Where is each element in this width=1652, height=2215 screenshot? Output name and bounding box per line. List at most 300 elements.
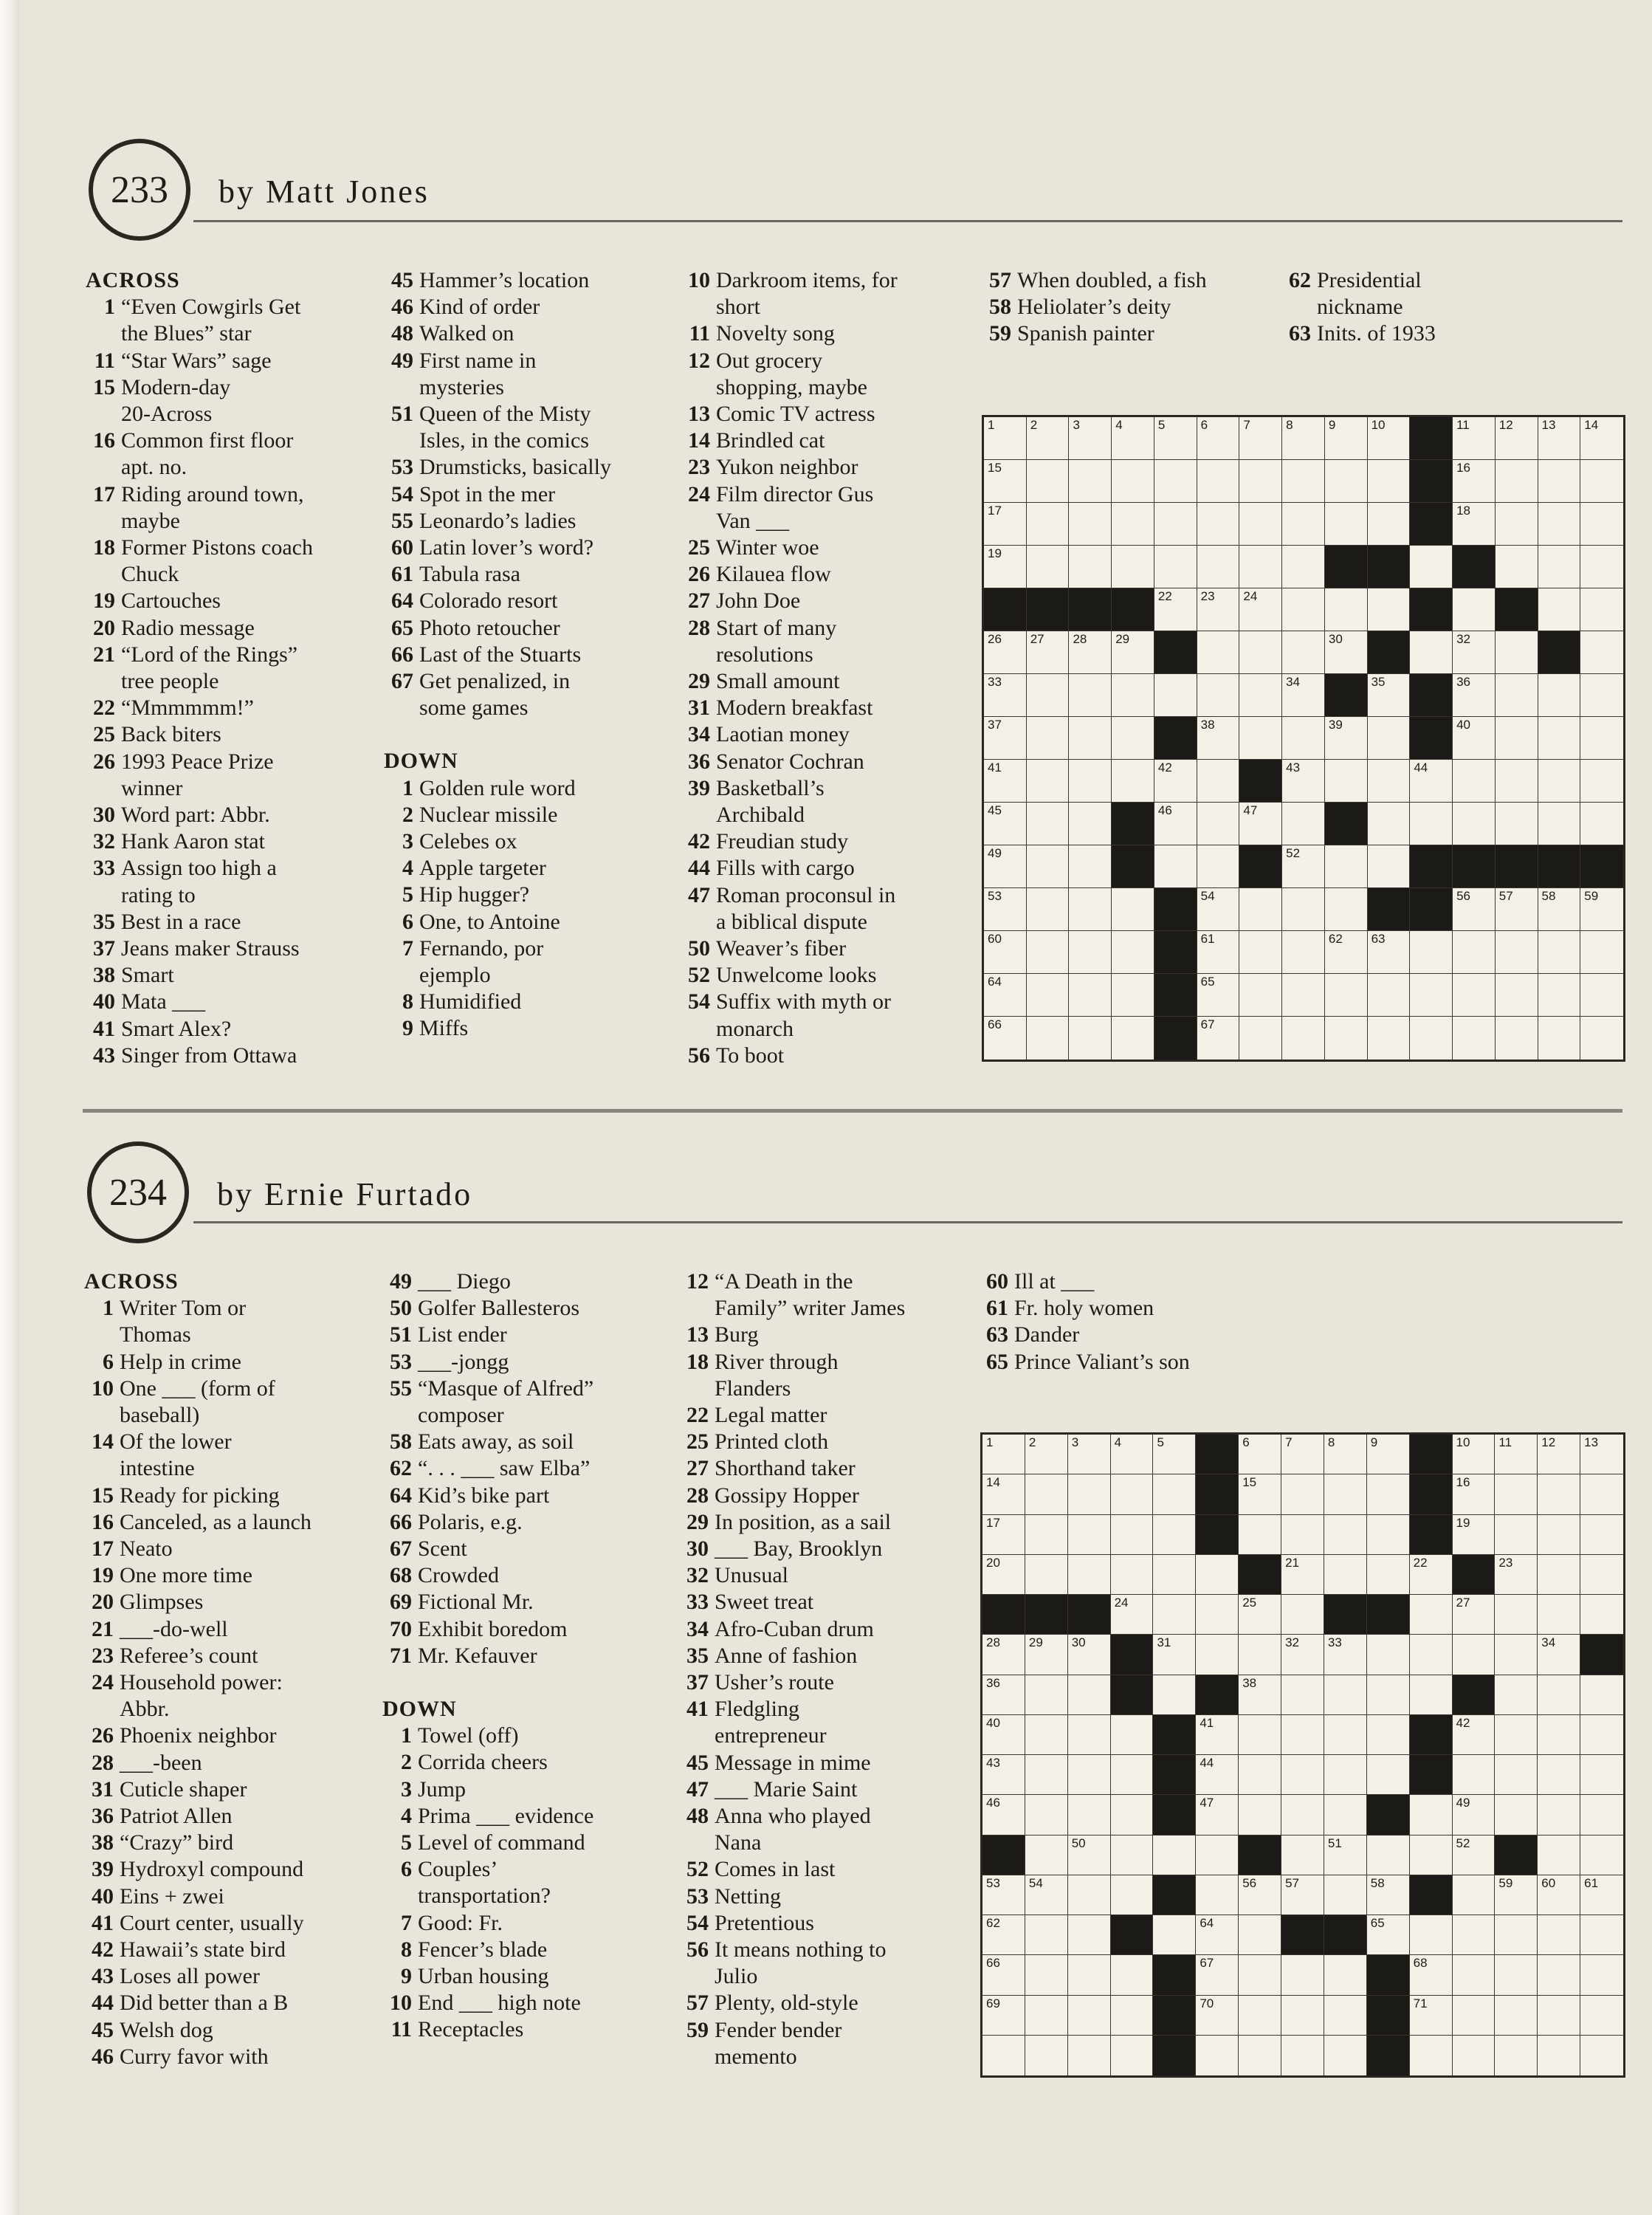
grid-cell[interactable] bbox=[1453, 588, 1496, 631]
grid-cell[interactable] bbox=[1325, 1017, 1368, 1060]
grid-cell[interactable] bbox=[1025, 1435, 1068, 1474]
grid-cell[interactable] bbox=[1410, 1795, 1453, 1835]
grid-cell[interactable] bbox=[1153, 1435, 1196, 1474]
grid-cell[interactable] bbox=[1453, 931, 1496, 974]
grid-cell[interactable] bbox=[1197, 674, 1240, 717]
grid-cell[interactable] bbox=[1538, 546, 1581, 588]
grid-cell[interactable] bbox=[1368, 503, 1411, 546]
grid-cell[interactable] bbox=[1495, 1435, 1538, 1474]
grid-cell[interactable] bbox=[1580, 1996, 1623, 2036]
grid-cell[interactable] bbox=[1069, 760, 1112, 803]
grid-cell[interactable] bbox=[1453, 1435, 1496, 1474]
grid-cell[interactable] bbox=[1282, 717, 1325, 760]
grid-cell[interactable] bbox=[1538, 2036, 1580, 2075]
grid-cell[interactable] bbox=[1580, 503, 1623, 546]
grid-cell[interactable] bbox=[1368, 931, 1411, 974]
grid-cell[interactable] bbox=[1324, 1675, 1367, 1715]
grid-cell[interactable] bbox=[1325, 503, 1368, 546]
grid-cell[interactable] bbox=[984, 1017, 1027, 1060]
grid-cell[interactable] bbox=[1025, 1955, 1068, 1995]
grid-cell[interactable] bbox=[1281, 1675, 1324, 1715]
grid-cell[interactable] bbox=[1496, 974, 1538, 1017]
grid-cell[interactable] bbox=[1495, 1996, 1538, 2036]
grid-cell[interactable] bbox=[984, 760, 1027, 803]
grid-cell[interactable] bbox=[1196, 1955, 1239, 1995]
grid-cell[interactable] bbox=[1196, 1835, 1239, 1875]
grid-cell[interactable] bbox=[1197, 717, 1240, 760]
grid-cell[interactable] bbox=[1069, 974, 1112, 1017]
grid-cell[interactable] bbox=[1325, 888, 1368, 931]
grid-cell[interactable] bbox=[1239, 546, 1282, 588]
grid-cell[interactable] bbox=[1368, 717, 1411, 760]
grid-cell[interactable] bbox=[1495, 1474, 1538, 1514]
grid-cell[interactable] bbox=[1495, 1875, 1538, 1915]
grid-cell[interactable] bbox=[984, 931, 1027, 974]
grid-cell[interactable] bbox=[1580, 1017, 1623, 1060]
grid-cell[interactable] bbox=[1197, 931, 1240, 974]
grid-cell[interactable] bbox=[1111, 1795, 1154, 1835]
grid-cell[interactable] bbox=[1027, 931, 1070, 974]
grid-cell[interactable] bbox=[1580, 417, 1623, 460]
grid-cell[interactable] bbox=[1410, 1595, 1453, 1635]
grid-cell[interactable] bbox=[1197, 417, 1240, 460]
grid-cell[interactable] bbox=[1111, 1955, 1154, 1995]
grid-cell[interactable] bbox=[1410, 1835, 1453, 1875]
grid-cell[interactable] bbox=[1281, 1955, 1324, 1995]
grid-cell[interactable] bbox=[1196, 1915, 1239, 1955]
grid-cell[interactable] bbox=[1239, 460, 1282, 503]
grid-cell[interactable] bbox=[1112, 888, 1154, 931]
grid-cell[interactable] bbox=[1197, 631, 1240, 674]
grid-cell[interactable] bbox=[1410, 760, 1453, 803]
grid-cell[interactable] bbox=[984, 460, 1027, 503]
grid-cell[interactable] bbox=[1410, 803, 1453, 845]
grid-cell[interactable] bbox=[1111, 2036, 1154, 2075]
grid-cell[interactable] bbox=[982, 1474, 1025, 1514]
grid-cell[interactable] bbox=[1025, 1915, 1068, 1955]
grid-cell[interactable] bbox=[1453, 1755, 1496, 1795]
grid-cell[interactable] bbox=[982, 1915, 1025, 1955]
grid-cell[interactable] bbox=[1410, 931, 1453, 974]
grid-cell[interactable] bbox=[1368, 974, 1411, 1017]
grid-cell[interactable] bbox=[982, 1996, 1025, 2036]
grid-cell[interactable] bbox=[1580, 931, 1623, 974]
grid-cell[interactable] bbox=[1538, 803, 1581, 845]
grid-cell[interactable] bbox=[1153, 1595, 1196, 1635]
grid-cell[interactable] bbox=[1025, 1875, 1068, 1915]
grid-cell[interactable] bbox=[982, 1635, 1025, 1675]
grid-cell[interactable] bbox=[1410, 1955, 1453, 1995]
grid-cell[interactable] bbox=[984, 674, 1027, 717]
grid-cell[interactable] bbox=[1324, 1996, 1367, 2036]
grid-cell[interactable] bbox=[1282, 674, 1325, 717]
grid-cell[interactable] bbox=[1538, 1715, 1580, 1755]
grid-cell[interactable] bbox=[1410, 2036, 1453, 2075]
grid-cell[interactable] bbox=[1324, 1755, 1367, 1795]
grid-cell[interactable] bbox=[984, 717, 1027, 760]
grid-cell[interactable] bbox=[1068, 1835, 1111, 1875]
grid-cell[interactable] bbox=[984, 417, 1027, 460]
grid-cell[interactable] bbox=[1282, 460, 1325, 503]
grid-cell[interactable] bbox=[1367, 1474, 1410, 1514]
grid-cell[interactable] bbox=[1538, 674, 1581, 717]
grid-cell[interactable] bbox=[984, 888, 1027, 931]
grid-cell[interactable] bbox=[1367, 1835, 1410, 1875]
grid-cell[interactable] bbox=[1068, 1955, 1111, 1995]
grid-cell[interactable] bbox=[1154, 588, 1197, 631]
grid-cell[interactable] bbox=[1453, 1595, 1496, 1635]
grid-cell[interactable] bbox=[1282, 845, 1325, 888]
grid-cell[interactable] bbox=[1197, 588, 1240, 631]
grid-cell[interactable] bbox=[1453, 631, 1496, 674]
grid-cell[interactable] bbox=[982, 1755, 1025, 1795]
grid-cell[interactable] bbox=[1453, 1955, 1496, 1995]
grid-cell[interactable] bbox=[1239, 674, 1282, 717]
grid-cell[interactable] bbox=[1496, 931, 1538, 974]
grid-cell[interactable] bbox=[1239, 1595, 1281, 1635]
grid-cell[interactable] bbox=[1367, 1715, 1410, 1755]
grid-cell[interactable] bbox=[1367, 1635, 1410, 1675]
grid-cell[interactable] bbox=[982, 2036, 1025, 2075]
grid-cell[interactable] bbox=[1112, 503, 1154, 546]
grid-cell[interactable] bbox=[1153, 1635, 1196, 1675]
grid-cell[interactable] bbox=[1580, 760, 1623, 803]
grid-cell[interactable] bbox=[1025, 2036, 1068, 2075]
grid-cell[interactable] bbox=[1197, 974, 1240, 1017]
grid-cell[interactable] bbox=[1281, 1555, 1324, 1595]
grid-cell[interactable] bbox=[1453, 888, 1496, 931]
grid-cell[interactable] bbox=[1281, 1515, 1324, 1555]
grid-cell[interactable] bbox=[1453, 1875, 1496, 1915]
grid-cell[interactable] bbox=[1239, 503, 1282, 546]
grid-cell[interactable] bbox=[1453, 417, 1496, 460]
grid-cell[interactable] bbox=[1068, 1474, 1111, 1514]
grid-cell[interactable] bbox=[1282, 803, 1325, 845]
grid-cell[interactable] bbox=[1111, 1755, 1154, 1795]
grid-cell[interactable] bbox=[1068, 1795, 1111, 1835]
grid-cell[interactable] bbox=[1324, 1515, 1367, 1555]
grid-cell[interactable] bbox=[1325, 417, 1368, 460]
grid-cell[interactable] bbox=[1281, 1715, 1324, 1755]
grid-cell[interactable] bbox=[1281, 1474, 1324, 1514]
grid-cell[interactable] bbox=[1068, 1435, 1111, 1474]
grid-cell[interactable] bbox=[1197, 503, 1240, 546]
grid-cell[interactable] bbox=[1580, 1474, 1623, 1514]
grid-cell[interactable] bbox=[1580, 888, 1623, 931]
grid-cell[interactable] bbox=[1027, 631, 1070, 674]
grid-cell[interactable] bbox=[1027, 503, 1070, 546]
grid-cell[interactable] bbox=[1069, 1017, 1112, 1060]
grid-cell[interactable] bbox=[1495, 1755, 1538, 1795]
grid-cell[interactable] bbox=[1580, 2036, 1623, 2075]
grid-cell[interactable] bbox=[1153, 1675, 1196, 1715]
grid-cell[interactable] bbox=[1538, 1755, 1580, 1795]
grid-cell[interactable] bbox=[1111, 1474, 1154, 1514]
grid-cell[interactable] bbox=[1153, 1915, 1196, 1955]
grid-cell[interactable] bbox=[1368, 803, 1411, 845]
grid-cell[interactable] bbox=[1196, 2036, 1239, 2075]
grid-cell[interactable] bbox=[1197, 1017, 1240, 1060]
grid-cell[interactable] bbox=[1495, 1635, 1538, 1675]
grid-cell[interactable] bbox=[1410, 1675, 1453, 1715]
grid-cell[interactable] bbox=[1282, 417, 1325, 460]
grid-cell[interactable] bbox=[1281, 1755, 1324, 1795]
grid-cell[interactable] bbox=[1410, 1635, 1453, 1675]
grid-cell[interactable] bbox=[1453, 1915, 1496, 1955]
grid-cell[interactable] bbox=[1196, 1595, 1239, 1635]
grid-cell[interactable] bbox=[1027, 546, 1070, 588]
grid-cell[interactable] bbox=[1324, 1435, 1367, 1474]
grid-cell[interactable] bbox=[1025, 1555, 1068, 1595]
grid-cell[interactable] bbox=[1281, 1795, 1324, 1835]
grid-cell[interactable] bbox=[1453, 460, 1496, 503]
grid-cell[interactable] bbox=[1111, 1435, 1154, 1474]
grid-cell[interactable] bbox=[1197, 546, 1240, 588]
grid-cell[interactable] bbox=[1496, 888, 1538, 931]
grid-cell[interactable] bbox=[1453, 1715, 1496, 1755]
grid-cell[interactable] bbox=[1453, 803, 1496, 845]
grid-cell[interactable] bbox=[1068, 1715, 1111, 1755]
grid-cell[interactable] bbox=[982, 1555, 1025, 1595]
grid-cell[interactable] bbox=[984, 546, 1027, 588]
grid-cell[interactable] bbox=[1239, 1955, 1281, 1995]
grid-cell[interactable] bbox=[1367, 1435, 1410, 1474]
grid-cell[interactable] bbox=[1025, 1755, 1068, 1795]
grid-cell[interactable] bbox=[1027, 803, 1070, 845]
grid-cell[interactable] bbox=[1069, 888, 1112, 931]
grid-cell[interactable] bbox=[1495, 1675, 1538, 1715]
grid-cell[interactable] bbox=[1367, 1875, 1410, 1915]
grid-cell[interactable] bbox=[1453, 1795, 1496, 1835]
grid-cell[interactable] bbox=[1239, 1875, 1281, 1915]
grid-cell[interactable] bbox=[982, 1955, 1025, 1995]
grid-cell[interactable] bbox=[1111, 1875, 1154, 1915]
grid-cell[interactable] bbox=[1153, 1515, 1196, 1555]
grid-cell[interactable] bbox=[1580, 1435, 1623, 1474]
grid-cell[interactable] bbox=[1197, 888, 1240, 931]
grid-cell[interactable] bbox=[1027, 760, 1070, 803]
grid-cell[interactable] bbox=[1239, 1635, 1281, 1675]
grid-cell[interactable] bbox=[1496, 674, 1538, 717]
grid-cell[interactable] bbox=[1496, 760, 1538, 803]
grid-cell[interactable] bbox=[1496, 803, 1538, 845]
grid-cell[interactable] bbox=[1154, 845, 1197, 888]
grid-cell[interactable] bbox=[1112, 717, 1154, 760]
grid-cell[interactable] bbox=[1324, 1474, 1367, 1514]
grid-cell[interactable] bbox=[1239, 803, 1282, 845]
grid-cell[interactable] bbox=[1154, 674, 1197, 717]
grid-cell[interactable] bbox=[1453, 674, 1496, 717]
grid-cell[interactable] bbox=[1495, 1515, 1538, 1555]
grid-cell[interactable] bbox=[1111, 1555, 1154, 1595]
grid-cell[interactable] bbox=[1111, 1515, 1154, 1555]
grid-cell[interactable] bbox=[1496, 503, 1538, 546]
grid-cell[interactable] bbox=[1027, 974, 1070, 1017]
grid-cell[interactable] bbox=[1154, 760, 1197, 803]
grid-cell[interactable] bbox=[1453, 760, 1496, 803]
grid-cell[interactable] bbox=[1025, 1515, 1068, 1555]
grid-cell[interactable] bbox=[982, 1795, 1025, 1835]
grid-cell[interactable] bbox=[1538, 1675, 1580, 1715]
grid-cell[interactable] bbox=[1154, 546, 1197, 588]
grid-cell[interactable] bbox=[1410, 631, 1453, 674]
grid-cell[interactable] bbox=[1239, 1675, 1281, 1715]
grid-cell[interactable] bbox=[1453, 1835, 1496, 1875]
grid-cell[interactable] bbox=[1196, 1635, 1239, 1675]
grid-cell[interactable] bbox=[1325, 588, 1368, 631]
grid-cell[interactable] bbox=[1111, 1715, 1154, 1755]
grid-cell[interactable] bbox=[1111, 1595, 1154, 1635]
grid-cell[interactable] bbox=[1324, 1715, 1367, 1755]
grid-cell[interactable] bbox=[1325, 717, 1368, 760]
grid-cell[interactable] bbox=[1368, 845, 1411, 888]
grid-cell[interactable] bbox=[1580, 1875, 1623, 1915]
grid-cell[interactable] bbox=[1069, 931, 1112, 974]
grid-cell[interactable] bbox=[1538, 1474, 1580, 1514]
grid-cell[interactable] bbox=[1068, 1555, 1111, 1595]
grid-cell[interactable] bbox=[984, 974, 1027, 1017]
grid-cell[interactable] bbox=[1538, 888, 1581, 931]
grid-cell[interactable] bbox=[1538, 503, 1581, 546]
grid-cell[interactable] bbox=[1580, 631, 1623, 674]
grid-cell[interactable] bbox=[1112, 760, 1154, 803]
grid-cell[interactable] bbox=[1453, 503, 1496, 546]
grid-cell[interactable] bbox=[1496, 631, 1538, 674]
grid-cell[interactable] bbox=[1495, 1915, 1538, 1955]
grid-cell[interactable] bbox=[1197, 845, 1240, 888]
grid-cell[interactable] bbox=[1538, 717, 1581, 760]
grid-cell[interactable] bbox=[1111, 1835, 1154, 1875]
grid-cell[interactable] bbox=[1196, 1795, 1239, 1835]
grid-cell[interactable] bbox=[1239, 631, 1282, 674]
grid-cell[interactable] bbox=[982, 1435, 1025, 1474]
grid-cell[interactable] bbox=[1580, 1515, 1623, 1555]
grid-cell[interactable] bbox=[1069, 845, 1112, 888]
grid-cell[interactable] bbox=[1281, 1996, 1324, 2036]
grid-cell[interactable] bbox=[1068, 1515, 1111, 1555]
grid-cell[interactable] bbox=[1538, 417, 1581, 460]
grid-cell[interactable] bbox=[1068, 1635, 1111, 1675]
grid-cell[interactable] bbox=[1239, 1435, 1281, 1474]
grid-cell[interactable] bbox=[1112, 1017, 1154, 1060]
grid-cell[interactable] bbox=[1154, 460, 1197, 503]
grid-cell[interactable] bbox=[1410, 1996, 1453, 2036]
grid-cell[interactable] bbox=[1069, 417, 1112, 460]
grid-cell[interactable] bbox=[1025, 1996, 1068, 2036]
grid-cell[interactable] bbox=[1282, 931, 1325, 974]
grid-cell[interactable] bbox=[1538, 1595, 1580, 1635]
grid-cell[interactable] bbox=[1324, 2036, 1367, 2075]
grid-cell[interactable] bbox=[1538, 1996, 1580, 2036]
grid-cell[interactable] bbox=[1410, 546, 1453, 588]
grid-cell[interactable] bbox=[1196, 1996, 1239, 2036]
grid-cell[interactable] bbox=[1196, 1715, 1239, 1755]
grid-cell[interactable] bbox=[1069, 631, 1112, 674]
grid-cell[interactable] bbox=[1153, 1474, 1196, 1514]
grid-cell[interactable] bbox=[1410, 1555, 1453, 1595]
grid-cell[interactable] bbox=[1324, 1835, 1367, 1875]
grid-cell[interactable] bbox=[1111, 1996, 1154, 2036]
grid-cell[interactable] bbox=[1495, 1715, 1538, 1755]
grid-cell[interactable] bbox=[1027, 417, 1070, 460]
grid-cell[interactable] bbox=[1069, 717, 1112, 760]
grid-cell[interactable] bbox=[1495, 1795, 1538, 1835]
grid-cell[interactable] bbox=[1239, 931, 1282, 974]
grid-cell[interactable] bbox=[1538, 1915, 1580, 1955]
grid-cell[interactable] bbox=[1282, 631, 1325, 674]
grid-cell[interactable] bbox=[1367, 1675, 1410, 1715]
grid-cell[interactable] bbox=[1580, 1595, 1623, 1635]
grid-cell[interactable] bbox=[1368, 417, 1411, 460]
grid-cell[interactable] bbox=[1496, 546, 1538, 588]
grid-cell[interactable] bbox=[1538, 1435, 1580, 1474]
grid-cell[interactable] bbox=[1112, 631, 1154, 674]
grid-cell[interactable] bbox=[1281, 1635, 1324, 1675]
grid-cell[interactable] bbox=[1068, 1996, 1111, 2036]
grid-cell[interactable] bbox=[1580, 588, 1623, 631]
grid-cell[interactable] bbox=[1453, 1635, 1496, 1675]
grid-cell[interactable] bbox=[1580, 717, 1623, 760]
grid-cell[interactable] bbox=[1239, 1017, 1282, 1060]
grid-cell[interactable] bbox=[1025, 1715, 1068, 1755]
grid-cell[interactable] bbox=[1580, 674, 1623, 717]
grid-cell[interactable] bbox=[1025, 1474, 1068, 1514]
grid-cell[interactable] bbox=[982, 1715, 1025, 1755]
grid-cell[interactable] bbox=[1538, 1555, 1580, 1595]
grid-cell[interactable] bbox=[1239, 1996, 1281, 2036]
grid-cell[interactable] bbox=[1154, 803, 1197, 845]
grid-cell[interactable] bbox=[1239, 717, 1282, 760]
grid-cell[interactable] bbox=[1453, 717, 1496, 760]
grid-cell[interactable] bbox=[1197, 460, 1240, 503]
grid-cell[interactable] bbox=[1496, 1017, 1538, 1060]
grid-cell[interactable] bbox=[1538, 1835, 1580, 1875]
grid-cell[interactable] bbox=[1112, 460, 1154, 503]
grid-cell[interactable] bbox=[1495, 2036, 1538, 2075]
grid-cell[interactable] bbox=[1282, 974, 1325, 1017]
grid-cell[interactable] bbox=[1367, 1755, 1410, 1795]
grid-cell[interactable] bbox=[984, 845, 1027, 888]
grid-cell[interactable] bbox=[1239, 1795, 1281, 1835]
grid-cell[interactable] bbox=[1112, 674, 1154, 717]
grid-cell[interactable] bbox=[1496, 460, 1538, 503]
grid-cell[interactable] bbox=[1282, 546, 1325, 588]
grid-cell[interactable] bbox=[1068, 1875, 1111, 1915]
grid-cell[interactable] bbox=[1239, 888, 1282, 931]
grid-cell[interactable] bbox=[1197, 803, 1240, 845]
grid-cell[interactable] bbox=[1410, 1017, 1453, 1060]
grid-cell[interactable] bbox=[1281, 2036, 1324, 2075]
grid-cell[interactable] bbox=[1367, 1555, 1410, 1595]
grid-cell[interactable] bbox=[1325, 931, 1368, 974]
grid-cell[interactable] bbox=[1281, 1835, 1324, 1875]
grid-cell[interactable] bbox=[984, 803, 1027, 845]
grid-cell[interactable] bbox=[1196, 1755, 1239, 1795]
grid-cell[interactable] bbox=[1112, 931, 1154, 974]
grid-cell[interactable] bbox=[1538, 1955, 1580, 1995]
grid-cell[interactable] bbox=[1580, 803, 1623, 845]
grid-cell[interactable] bbox=[1069, 546, 1112, 588]
grid-cell[interactable] bbox=[1325, 845, 1368, 888]
grid-cell[interactable] bbox=[1367, 1515, 1410, 1555]
grid-cell[interactable] bbox=[1282, 503, 1325, 546]
grid-cell[interactable] bbox=[1538, 931, 1581, 974]
grid-cell[interactable] bbox=[1069, 803, 1112, 845]
grid-cell[interactable] bbox=[1153, 1835, 1196, 1875]
grid-cell[interactable] bbox=[1580, 1795, 1623, 1835]
grid-cell[interactable] bbox=[984, 631, 1027, 674]
grid-cell[interactable] bbox=[1239, 1515, 1281, 1555]
